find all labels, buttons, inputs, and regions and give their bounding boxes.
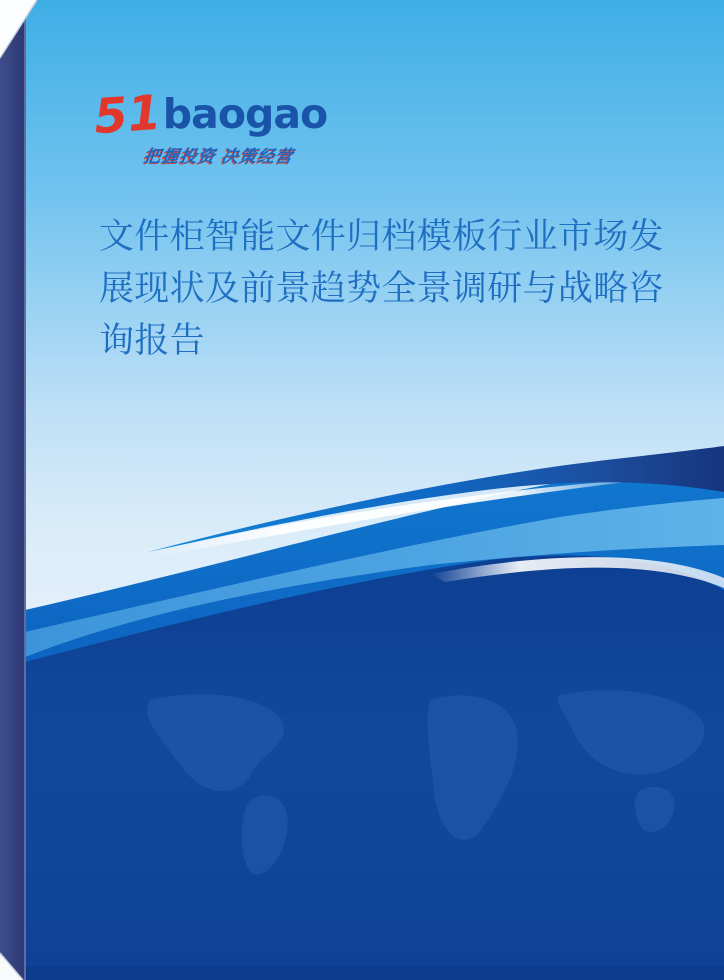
brand-tagline: 把握投资 决策经营 <box>142 147 295 166</box>
brand-logo-row <box>92 84 328 146</box>
bottom-strip <box>25 966 724 980</box>
title-line-1: 文件柜智能文件归档模板行业市场发 <box>99 217 664 256</box>
book-spine <box>0 0 26 980</box>
title-line-2: 展现状及前景趋势全景调研与战略咨 <box>99 269 664 308</box>
brand-logo <box>92 84 328 167</box>
report-title <box>99 211 674 367</box>
brand-name: baogao <box>162 90 328 138</box>
brand-mark-51: 51 <box>92 84 163 146</box>
spine-edge-highlight <box>24 0 26 980</box>
title-line-3: 询报告 <box>99 321 205 360</box>
